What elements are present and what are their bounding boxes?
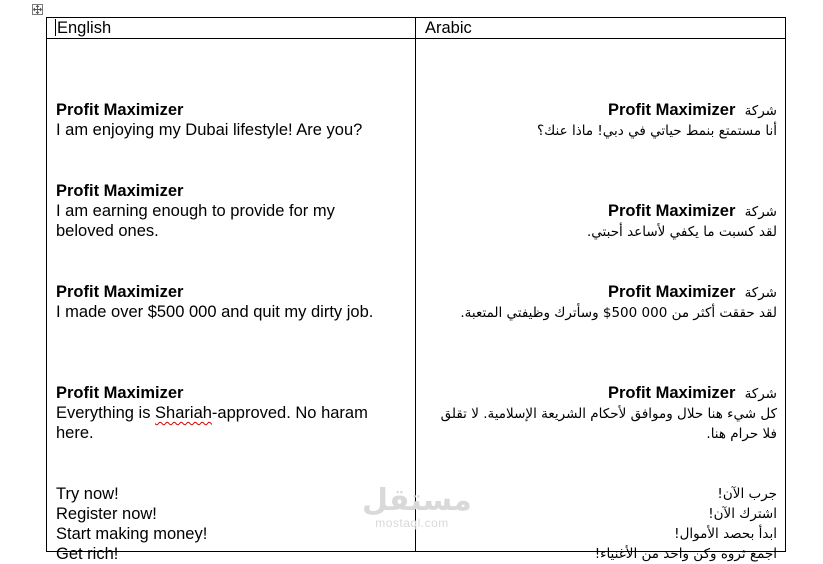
english-line: Start making money!: [56, 525, 208, 543]
english-header-cell[interactable]: [47, 18, 416, 39]
arabic-entry-3: [460, 282, 777, 323]
english-line: I am earning enough to provide for my: [56, 202, 335, 220]
arabic-header: Arabic: [425, 19, 472, 37]
english-text: -approved. No haram: [211, 404, 368, 422]
english-line: here.: [56, 424, 94, 442]
header-row: [47, 18, 786, 39]
arabic-title-brand: Profit Maximizer: [607, 384, 736, 402]
english-entry-4: [56, 383, 368, 443]
english-entry-1: [56, 100, 362, 140]
watermark-arabic: مستقل: [362, 483, 472, 518]
english-title: Profit Maximizer: [56, 101, 184, 119]
english-line: [56, 403, 368, 423]
spelling-flagged-word[interactable]: Shariah: [155, 404, 212, 422]
arabic-column-cell[interactable]: [416, 39, 786, 562]
english-line: I am enjoying my Dubai lifestyle! Are you?: [56, 121, 363, 139]
english-line: Get rich!: [56, 545, 119, 563]
english-line: beloved ones.: [56, 222, 159, 240]
arabic-entry-2: [587, 201, 777, 242]
english-entry-5: [56, 484, 207, 564]
english-column-cell[interactable]: [47, 39, 416, 563]
arabic-entry-5: [595, 484, 777, 564]
text-cursor: [55, 19, 56, 36]
english-entry-3: [56, 282, 373, 322]
arabic-entry-4: [441, 383, 777, 444]
arabic-line: اجمع ثروة وكن واحد من الأغنياء!: [594, 546, 777, 562]
arabic-title: [587, 201, 777, 222]
move-arrows-icon: [33, 5, 42, 14]
arabic-title: [537, 100, 777, 121]
arabic-title-word: شركة: [744, 285, 777, 301]
table-move-handle[interactable]: [32, 4, 43, 15]
arabic-line: لقد كسبت ما يكفي لأساعد أحبتي.: [587, 224, 777, 240]
table-row: [47, 39, 786, 552]
arabic-entry-1: [537, 100, 777, 141]
english-line: Try now!: [56, 485, 119, 503]
english-text: Everything is: [56, 404, 156, 422]
arabic-title-brand: Profit Maximizer: [607, 283, 736, 301]
english-line: Register now!: [56, 505, 157, 523]
arabic-line: فلا حرام هنا.: [706, 426, 777, 442]
arabic-title: [441, 383, 777, 404]
watermark-latin: mostaql.com: [375, 516, 449, 530]
translation-table: [46, 17, 786, 563]
arabic-line: جرب الآن!: [717, 486, 777, 502]
arabic-line: كل شيء هنا حلال وموافق لأحكام الشريعة الإسلامية. لا تقلق: [440, 406, 777, 422]
english-entry-2: [56, 181, 335, 241]
arabic-title-brand: Profit Maximizer: [607, 101, 736, 119]
english-line: I made over $500 000 and quit my dirty job.: [56, 303, 374, 321]
english-title: Profit Maximizer: [56, 384, 184, 402]
arabic-line: لقد حققت أكثر من 000 500$ وسأترك وظيفتي المتعبة.: [460, 305, 777, 321]
arabic-header-cell[interactable]: [416, 18, 786, 39]
arabic-title-brand: Profit Maximizer: [607, 202, 736, 220]
arabic-title-word: شركة: [744, 103, 777, 119]
arabic-line: ابدأ بحصد الأموال!: [674, 526, 777, 542]
english-title: Profit Maximizer: [56, 182, 184, 200]
arabic-title-word: شركة: [744, 386, 777, 402]
arabic-line: أنا مستمتع بنمط حياتي في دبي! ماذا عنك؟: [537, 123, 777, 139]
english-title: Profit Maximizer: [56, 283, 184, 301]
arabic-title: [460, 282, 777, 303]
arabic-line: اشترك الآن!: [708, 506, 777, 522]
arabic-title-word: شركة: [744, 204, 777, 220]
english-header: English: [57, 19, 112, 37]
